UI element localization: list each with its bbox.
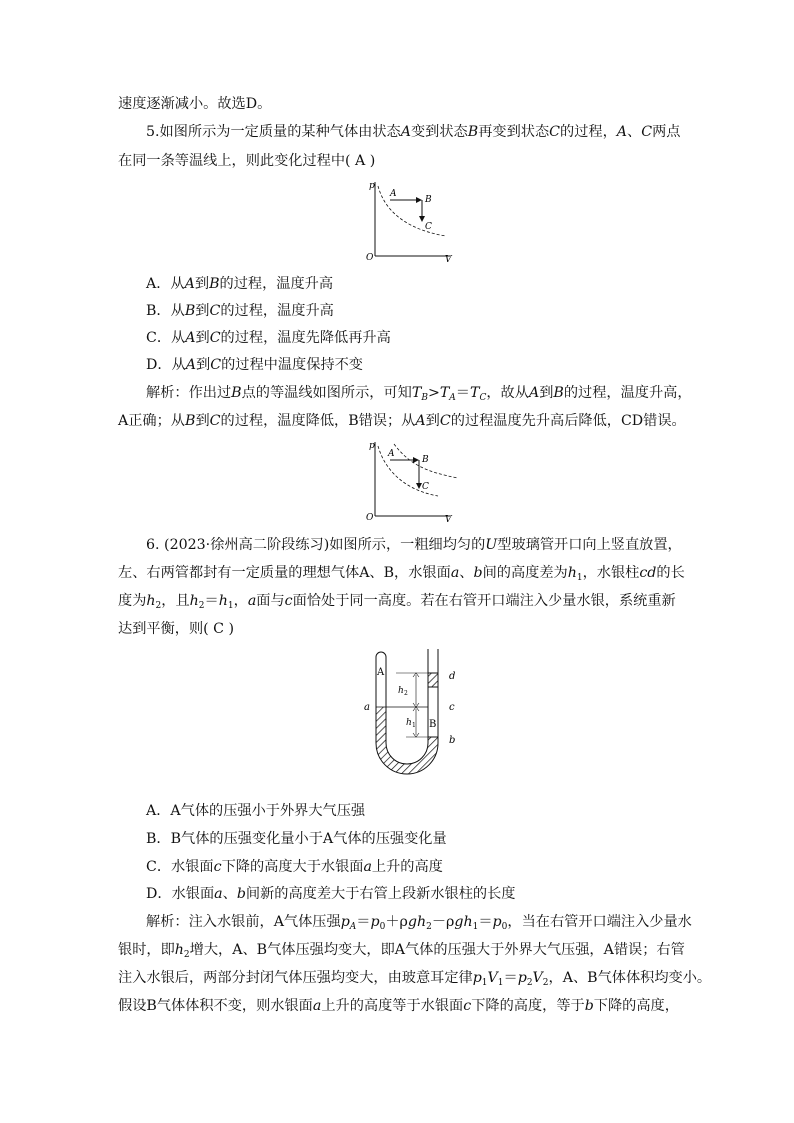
p-label: p [369,181,375,191]
svg-text:A: A [388,449,395,459]
q6-line-1: 6. (2023·徐州高二阶段练习)如图所示，一粗细均匀的U型玻璃管开口向上竖直放置， [146,537,682,553]
svg-text:C: C [425,222,432,232]
q6-line-2: 左、右两管都封有一定质量的理想气体A、B，水银面a、b间的高度差为$h_1$，水银柱cd的长 [118,565,685,583]
q5-option-d: D．从A到C的过程中温度保持不变 [146,357,363,373]
svg-text:B: B [425,195,432,205]
svg-text:c: c [449,702,455,713]
q6-option-b: B．B气体的压强变化量小于A气体的压强变化量 [146,831,447,847]
q5-option-a: A．从A到B的过程，温度升高 [146,276,334,292]
q5-line-1: 5.如图所示为一定质量的某种气体由状态A变到状态B再变到状态C的过程，A、C两点 [146,124,681,140]
q6-line-3: 度为$h_2$，且$h_2=h_1$，a面与c面恰处于同一高度。若在右管开口端注入少量水银，系统重新 [118,593,676,611]
q6-analysis-line-4: 假设B气体体积不变，则水银面a上升的高度等于水银面c下降的高度，等于b下降的高度， [118,998,679,1014]
svg-text:O: O [366,513,374,523]
svg-text:C: C [422,482,429,492]
svg-text:B: B [429,719,437,730]
q5-line-2: 在同一条等温线上，则此变化过程中( A ) [118,153,376,169]
q6-option-d: D．水银面a、b间新的高度差大于右管上段新水银柱的长度 [146,886,516,902]
q5-pv-graph-2 [364,436,464,525]
q5-option-b: B．从B到C的过程，温度升高 [146,303,334,319]
q6-u-tube-figure [362,643,462,793]
svg-text:V: V [445,515,452,525]
q6-analysis-line-2: 银时，即$h_2$增大，A、B气体压强均变大，即A气体的压强大于外界大气压强，A错误；右管 [118,942,685,960]
svg-text:1: 1 [412,722,416,729]
q6-analysis-line-1: 解析：注入水银前，A气体压强$p_A=p_0+\rho gh_2-\rho gh_1=p_0$，当在右管开口端注入少量水 [146,914,692,932]
q5-pv-graph-1 [364,176,464,265]
svg-text:b: b [449,735,456,746]
svg-text:A: A [377,667,385,678]
svg-text:B: B [422,455,429,465]
q6-option-c: C．水银面c下降的高度大于水银面a上升的高度 [146,859,443,875]
intro-line: 速度逐渐减小。故选D。 [118,96,272,112]
svg-text:p: p [369,441,375,451]
svg-text:a: a [364,702,370,713]
svg-text:A: A [390,189,397,199]
svg-text:2: 2 [404,690,408,697]
q6-analysis-line-3: 注入水银后，两部分封闭气体压强均变大，由玻意耳定律$p_1V_1=p_2V_2$，A、B气体体积均变小。 [118,970,712,988]
q5-analysis-line-2: A正确；从B到C的过程，温度降低，B错误；从A到C的过程温度先升高后降低，CD错误。 [118,413,686,429]
q5-option-c: C．从A到C的过程，温度先降低再升高 [146,330,391,346]
svg-text:d: d [449,671,456,682]
svg-text:V: V [445,255,452,265]
svg-text:h: h [398,686,404,696]
svg-text:h: h [406,718,412,728]
q6-option-a: A．A气体的压强小于外界大气压强 [146,803,366,819]
q6-line-4: 达到平衡，则( C ) [118,621,235,637]
q5-analysis-line-1: 解析：作出过B点的等温线如图所示，可知$T_B>T_A=T_C$，故从A到B的过程，温度升高， [146,385,692,403]
svg-text:O: O [366,253,374,263]
